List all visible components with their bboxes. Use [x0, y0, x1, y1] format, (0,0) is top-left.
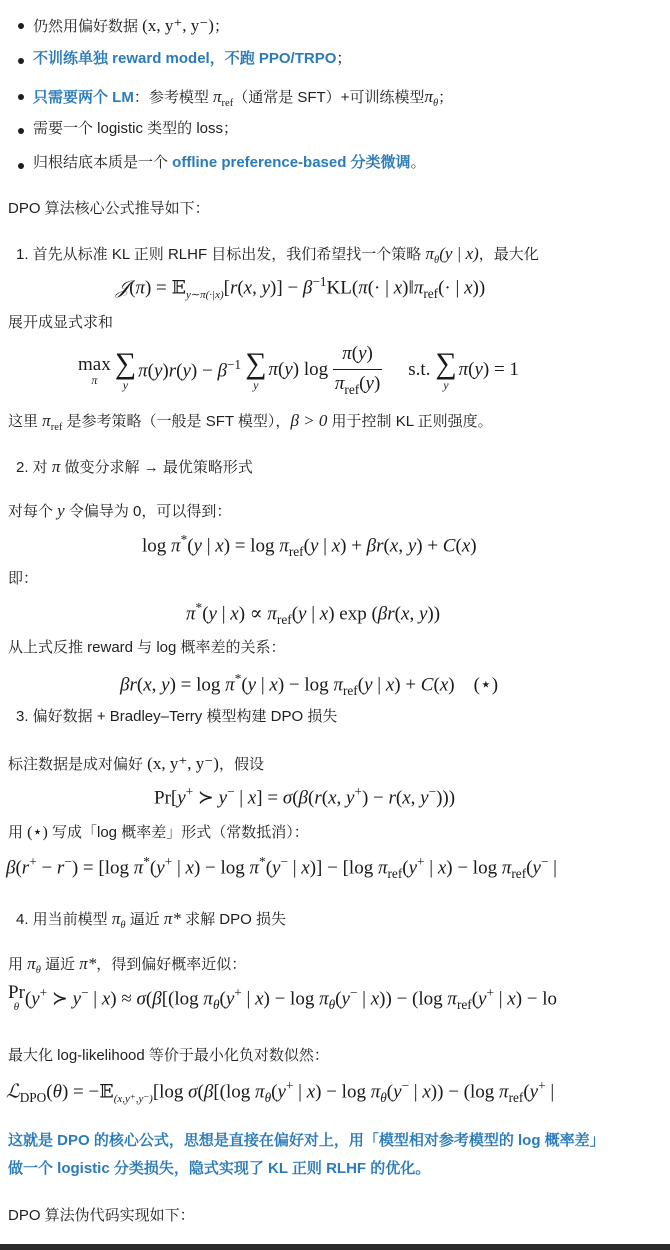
bullet-5-prefix: 归根结底本质是一个: [33, 154, 173, 171]
note-ref: ref: [50, 422, 63, 433]
step-4-line1-pistar: π*: [79, 954, 97, 973]
step-4-label-c: 求解 DPO 损失: [180, 911, 286, 928]
conclusion-line-1: 这就是 DPO 的核心公式，思想是直接在偏好对上，用「模型相对参考模型的 log 概率差」: [8, 1132, 605, 1149]
step-4-line1: [8, 951, 246, 979]
bullet-2-highlight: 不训练单独 reward model，不跑 PPO/TRPO: [33, 50, 337, 67]
step-1-arg: (y | x): [439, 244, 479, 263]
step-1-label: 1. 首先从标准 KL 正则 RLHF 目标出发，我们希望找一个策略: [16, 246, 426, 263]
note-c: 用于控制 KL 正则强度。: [327, 413, 493, 430]
sum-formula: max π ∑ y $\pi(y)r(y) - \beta^{-1}$ ∑ y π(y) log $\frac{\pi(y)}{\pi_{ref}(y)}$ s.t. ∑ y π(y) = 1: [78, 340, 519, 400]
step-4-pistar: π*: [163, 909, 181, 928]
objective-formula: 𝒥(π) = 𝔼$_{y\sim\pi(\cdot|x)}$[r(x, $y)] - \beta^{-1}KL(\pi(\cdot$ | $x)‖\pi_{ref}(\cdot$ | x)): [116, 274, 486, 302]
step-3-line1-a: 标注数据是成对偏好: [8, 756, 148, 773]
bullet-dot: [18, 163, 24, 169]
step-4-line1-a: 用: [8, 956, 28, 973]
bullet-dot: [18, 23, 24, 29]
bullet-3-highlight: 只需要两个 LM: [33, 89, 134, 106]
bullet-3-pi-theta: π: [424, 87, 433, 106]
bullet-1: [33, 13, 229, 39]
step-1-pi: π: [425, 244, 435, 263]
log-optimal-formula: log π*(y | $x) = \log \pi_{ref}(y$ | x) + βr(x, y) + C(x): [142, 532, 477, 560]
note-beta: β > 0: [290, 411, 328, 430]
bullet-3-text-b: （通常是 SFT）+可训练模型: [233, 89, 425, 106]
bullet-dot: [18, 94, 24, 100]
step-4-theta: θ: [120, 920, 126, 931]
bullet-3: [33, 84, 453, 112]
step-3-line2-b: 写成「log 概率差」形式（常数抵消）：: [47, 824, 309, 841]
step-2-pi: π: [51, 457, 61, 476]
step-1-suffix: ，最大化: [478, 246, 539, 263]
step-2-label-b: 做变分求解 → 最优策略形式: [60, 459, 253, 476]
bullet-3-pi-ref: π: [213, 87, 222, 106]
ji-text: 即：: [8, 570, 39, 587]
bullet-3-theta-sub: θ: [432, 98, 439, 109]
step-1-heading: [16, 241, 539, 269]
step-4-label-b: 逼近: [125, 911, 164, 928]
step-2-line1-a: 对每个: [8, 503, 58, 520]
code-block-top: [0, 1244, 670, 1250]
bullet-dot: [18, 58, 24, 64]
bullet-3-suffix: ；: [438, 89, 454, 106]
logdiff-formula: β(r+ − r−) = [log π*(y+ | x) − log π*(y− | x)] − [log $\pi_{ref}(y^+$ | $x) - \log \pi_{ref}(y^-$ |: [6, 854, 557, 882]
back-text: 从上式反推 reward 与 log 概率差的关系：: [8, 639, 286, 656]
step-3-line1-math: (x, y⁺, y⁻): [147, 754, 219, 773]
step-1-note: [8, 408, 493, 436]
bullet-4-text: 需要一个 logistic 类型的 loss；: [33, 120, 239, 137]
step-4-pi: π: [111, 909, 121, 928]
expand-text: 展开成显式求和: [8, 314, 114, 331]
step-3-heading: 3. 偏好数据 + Bradley–Terry 模型构建 DPO 损失: [16, 708, 338, 725]
step-3-line1: [8, 751, 264, 777]
reward-formula: βr(x, y) = log π*(y | $x) - \log \pi_{ref}(y$ | x) + C(x) (⋆): [120, 671, 499, 699]
step-3-line2-a: 用: [8, 824, 28, 841]
step-3-star: (⋆): [27, 824, 48, 841]
step-2-line1-b: 令偏导为 0，可以得到：: [64, 503, 232, 520]
note-a: 这里: [8, 413, 43, 430]
bullet-5: [33, 152, 426, 175]
conclusion-line-2: 做一个 logistic 分类损失，隐式实现了 KL 正则 RLHF 的优化。: [8, 1160, 431, 1177]
step-4-line1-b: 逼近: [40, 956, 80, 973]
bullet-4: [33, 118, 238, 141]
pseudo-text: DPO 算法伪代码实现如下：: [8, 1207, 195, 1224]
step-2-label-a: 2. 对: [16, 459, 52, 476]
bullet-1-text: 仍然用偏好数据: [33, 18, 143, 35]
dpo-loss-formula: ℒ$_{DPO}$(θ) = −𝔼$_{(x,y^+,y^-)}$[log σ(β[(log $\pi_\theta(y^+$ | $x) - \log \pi_\theta(y^-$ | x)) − (log $\pi_{ref}(y^+$ |: [6, 1078, 555, 1106]
step-3-line2: [8, 821, 309, 845]
step-4-label-a: 4. 用当前模型: [16, 911, 112, 928]
bullet-2: [33, 48, 351, 71]
note-b: 是参考策略（一般是 SFT 模型），: [62, 413, 291, 430]
step-4-line1-c: ，得到偏好概率近似：: [96, 956, 247, 973]
bullet-2-suffix: ；: [336, 50, 352, 67]
bullet-3-ref-sub: ref: [221, 98, 234, 109]
bullet-1-suffix: ；: [213, 18, 229, 35]
bradley-terry-formula: Pr[y+ ≻ y− | x] = σ(β(r(x, y+) − r(x, y−))): [154, 784, 456, 809]
step-2-y: y: [57, 501, 65, 520]
step-4-line1-theta: θ: [35, 965, 41, 976]
note-pi: π: [42, 411, 51, 430]
maxll-text: 最大化 log-likelihood 等价于最小化负对数似然：: [8, 1047, 329, 1064]
bullet-5-highlight: offline preference-based 分类微调: [172, 154, 411, 171]
step-4-heading: [16, 906, 286, 934]
step-3-line1-b: ，假设: [218, 756, 264, 773]
intro-text: DPO 算法核心公式推导如下：: [8, 200, 210, 217]
bullet-3-text-a: ：参考模型: [133, 89, 213, 106]
approx-formula: Pr θ (y+ ≻ y− | x) ≈ σ(β[(log $\pi_\theta(y^+$ | $x) - \log \pi_\theta(y^-$ | x)) − (log $\pi_{ref}(y^+$ | x) − lo: [8, 982, 558, 1013]
bullet-1-math: (x, y⁺, y⁻): [142, 16, 214, 35]
bullet-5-suffix: 。: [410, 154, 426, 171]
step-2-heading: [16, 454, 253, 480]
step-1-theta: θ: [434, 255, 440, 266]
step-4-line1-pi: π: [27, 954, 36, 973]
proportional-formula: π*(y | $x) \propto \pi_{ref}(y$ | x) exp (βr(x, y)): [186, 600, 441, 628]
step-2-line1: [8, 498, 231, 524]
bullet-dot: [18, 128, 24, 134]
